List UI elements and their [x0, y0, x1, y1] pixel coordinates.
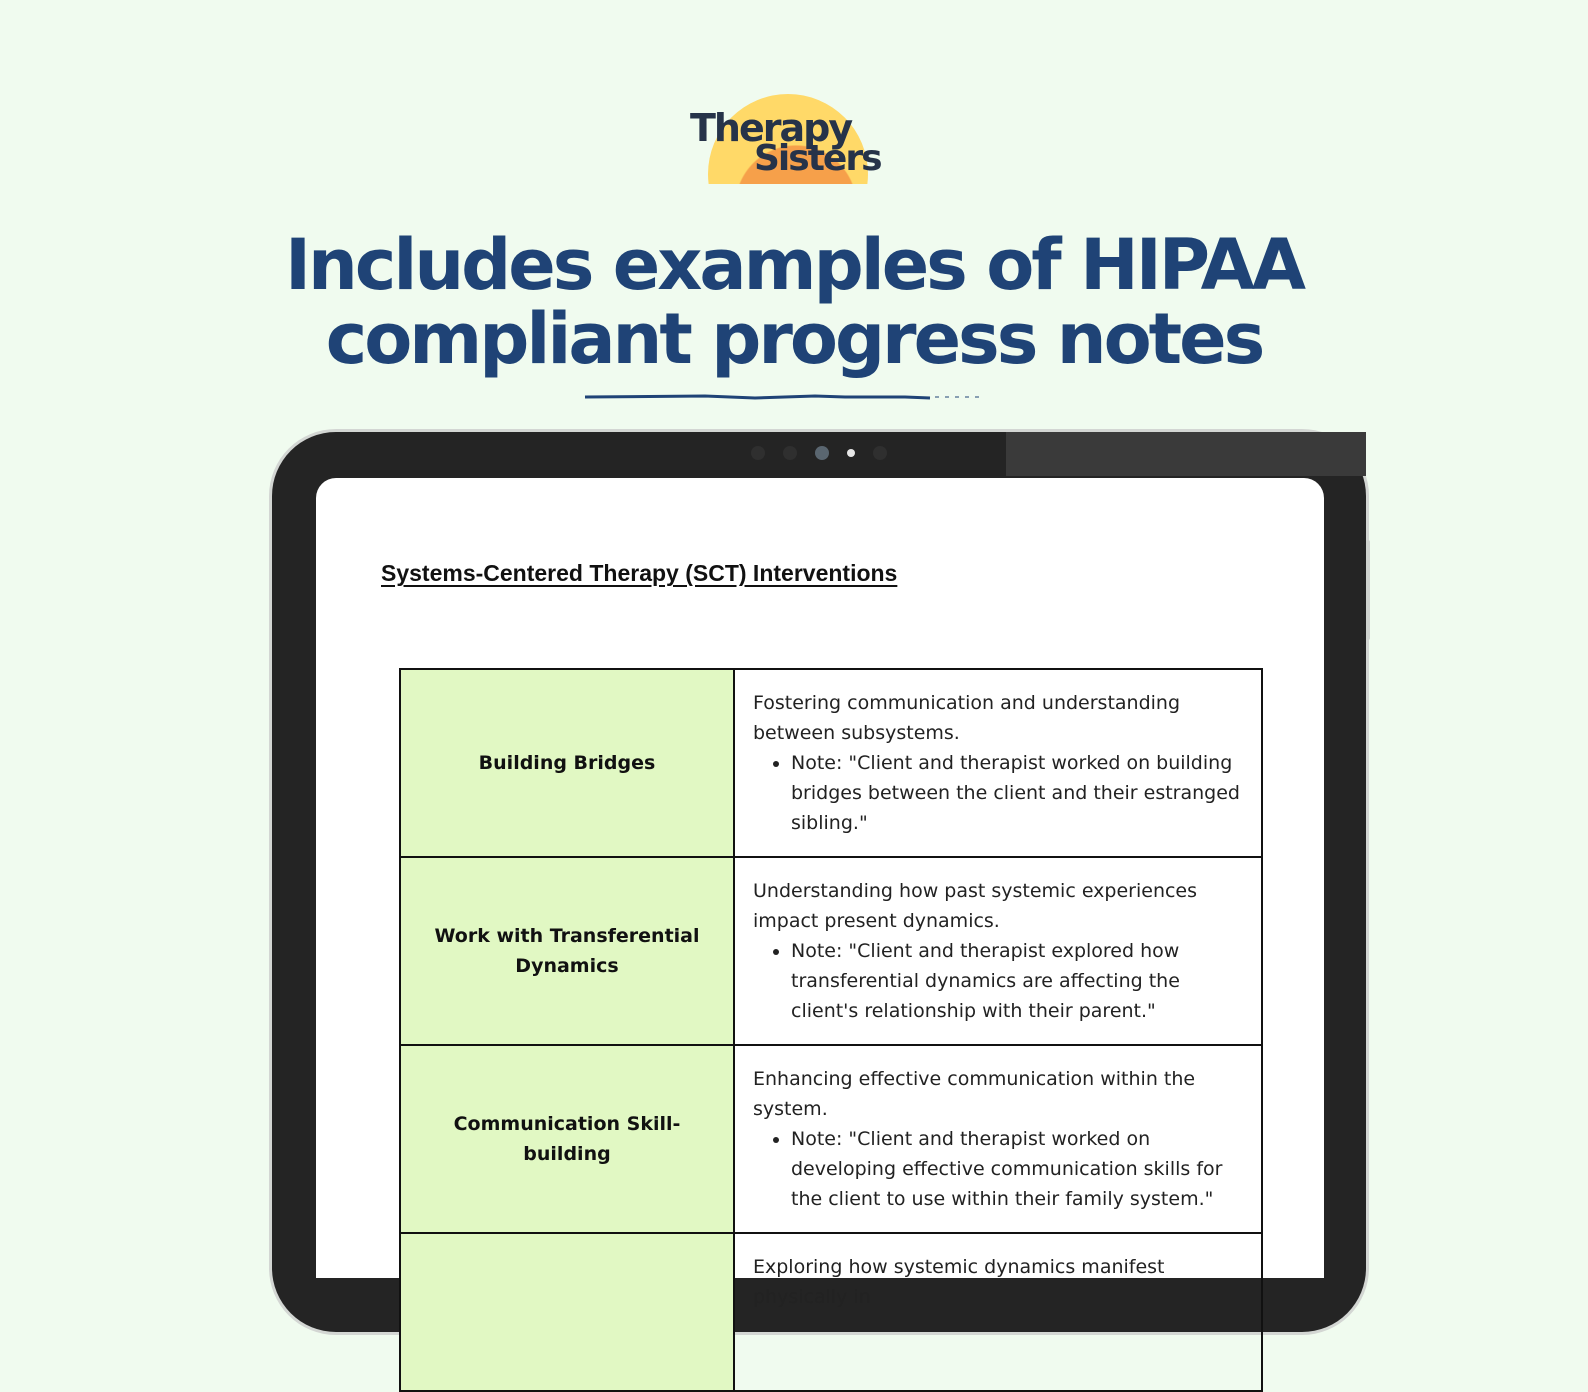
sensor-icon — [873, 446, 887, 460]
intervention-description — [734, 669, 1262, 857]
table-row — [400, 1045, 1262, 1233]
progress-note-example: • Note: "Client and therapist explored how transferential dynamics are affecting the client's relationship with their parent." — [791, 936, 1243, 1026]
therapy-sisters-logo — [690, 92, 880, 184]
table-row — [400, 1233, 1262, 1391]
interventions-table — [399, 668, 1263, 1392]
intervention-description — [734, 1045, 1262, 1233]
intervention-description — [734, 1233, 1262, 1391]
scribble-underline — [585, 394, 985, 400]
intervention-definition: Enhancing effective communication within the system. — [753, 1068, 1196, 1120]
sensor-icon — [783, 446, 797, 460]
indicator-light-icon — [847, 449, 855, 457]
headline-line-1: Includes examples of HIPAA — [284, 224, 1303, 306]
intervention-definition: Fostering communication and understanding between subsystems. — [753, 692, 1181, 744]
intervention-term: Work with Transferential Dynamics — [400, 857, 734, 1045]
intervention-definition: Understanding how past systemic experiences impact present dynamics. — [753, 880, 1198, 932]
camera-array — [272, 446, 1366, 460]
progress-note-example: • Note: "Client and therapist worked on building bridges between the client and their estranged sibling." — [791, 748, 1243, 838]
table-row — [400, 857, 1262, 1045]
logo-word-therapy: Therapy — [690, 106, 852, 150]
headline — [0, 224, 1588, 380]
headline-line-2: compliant progress notes — [325, 298, 1263, 380]
document-title: Systems-Centered Therapy (SCT) Interventions — [381, 560, 898, 586]
progress-note-example: • Note: "Client and therapist worked on developing effective communication skills for the client to use within their family system." — [791, 1124, 1243, 1214]
intervention-definition: Exploring how systemic dynamics manifest physically in — [753, 1256, 1165, 1308]
intervention-term: Communication Skill-building — [400, 1045, 734, 1233]
intervention-term: Building Bridges — [400, 669, 734, 857]
sensor-icon — [751, 446, 765, 460]
intervention-term — [400, 1233, 734, 1391]
tablet-screen — [316, 478, 1324, 1308]
tablet-side-button — [1366, 540, 1370, 640]
intervention-description — [734, 857, 1262, 1045]
logo-word-sisters: Sisters — [754, 138, 881, 179]
table-row — [400, 669, 1262, 857]
camera-lens-icon — [815, 446, 829, 460]
